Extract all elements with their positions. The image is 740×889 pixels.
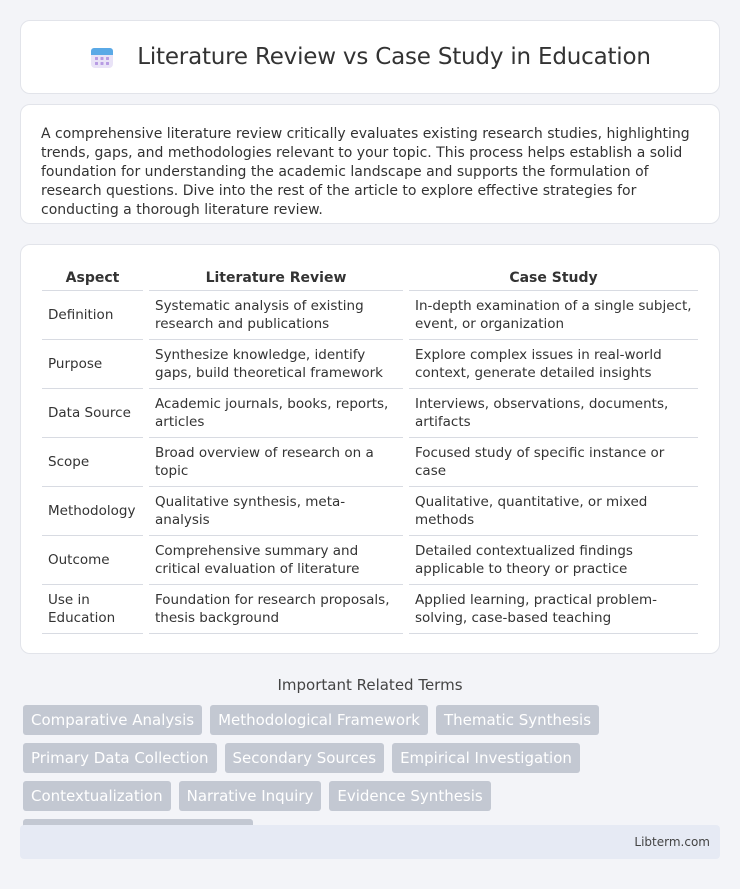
table-row: [42, 340, 698, 389]
intro-paragraph: A comprehensive literature review critically evaluates existing research studies, highlighting trends, gaps, and methodologies relevant to your topic. This process helps establish a solid foundation for understanding the academic landscape and supports the formulation of research questions. Dive into the rest of the article to explore effective strategies for conducting a thorough literature review.: [41, 126, 690, 218]
table-row: [42, 389, 698, 438]
row-aspect: Outcome: [42, 536, 143, 585]
row-case-study: In-depth examination of a single subject, event, or organization: [409, 291, 698, 340]
table-row: [42, 438, 698, 487]
row-case-study: Qualitative, quantitative, or mixed methods: [409, 487, 698, 536]
related-term-tag[interactable]: Contextualization: [23, 781, 171, 811]
title-card: [20, 20, 720, 94]
row-literature-review: Broad overview of research on a topic: [149, 438, 403, 487]
row-literature-review: Systematic analysis of existing research and publications: [149, 291, 403, 340]
table-header-row: [42, 265, 698, 291]
row-literature-review: Academic journals, books, reports, articles: [149, 389, 403, 438]
row-literature-review: Foundation for research proposals, thesis background: [149, 585, 403, 634]
related-term-tag[interactable]: Secondary Sources: [225, 743, 385, 773]
intro-card: [20, 104, 720, 224]
row-case-study: Interviews, observations, documents, artifacts: [409, 389, 698, 438]
calendar-icon: [89, 44, 115, 70]
related-term-tag[interactable]: Primary Data Collection: [23, 743, 217, 773]
footer-site-link[interactable]: Libterm.com: [634, 835, 710, 849]
related-term-tag[interactable]: Comparative Analysis: [23, 705, 202, 735]
related-term-tag[interactable]: Narrative Inquiry: [179, 781, 322, 811]
row-literature-review: Comprehensive summary and critical evaluation of literature: [149, 536, 403, 585]
related-term-tag[interactable]: Thematic Synthesis: [436, 705, 599, 735]
comparison-table: [36, 265, 704, 634]
row-aspect: Purpose: [42, 340, 143, 389]
header-case-study: Case Study: [409, 265, 698, 291]
row-case-study: Applied learning, practical problem-solving, case-based teaching: [409, 585, 698, 634]
row-aspect: Methodology: [42, 487, 143, 536]
related-terms-title: Important Related Terms: [277, 676, 463, 694]
header-literature-review: Literature Review: [149, 265, 403, 291]
comparison-table-card: [20, 244, 720, 654]
table-row: [42, 487, 698, 536]
header-aspect: Aspect: [42, 265, 143, 291]
row-aspect: Scope: [42, 438, 143, 487]
row-case-study: Focused study of specific instance or case: [409, 438, 698, 487]
table-row: [42, 291, 698, 340]
table-row: [42, 585, 698, 634]
row-case-study: Detailed contextualized findings applicable to theory or practice: [409, 536, 698, 585]
related-term-tag[interactable]: Empirical Investigation: [392, 743, 580, 773]
row-aspect: Data Source: [42, 389, 143, 438]
row-aspect: Definition: [42, 291, 143, 340]
row-literature-review: Synthesize knowledge, identify gaps, build theoretical framework: [149, 340, 403, 389]
related-term-tag[interactable]: Methodological Framework: [210, 705, 428, 735]
row-literature-review: Qualitative synthesis, meta-analysis: [149, 487, 403, 536]
row-aspect: Use in Education: [42, 585, 143, 634]
page-title: Literature Review vs Case Study in Education: [137, 44, 651, 70]
related-term-tag[interactable]: Evidence Synthesis: [329, 781, 490, 811]
table-row: [42, 536, 698, 585]
footer: [20, 825, 720, 859]
row-case-study: Explore complex issues in real-world context, generate detailed insights: [409, 340, 698, 389]
